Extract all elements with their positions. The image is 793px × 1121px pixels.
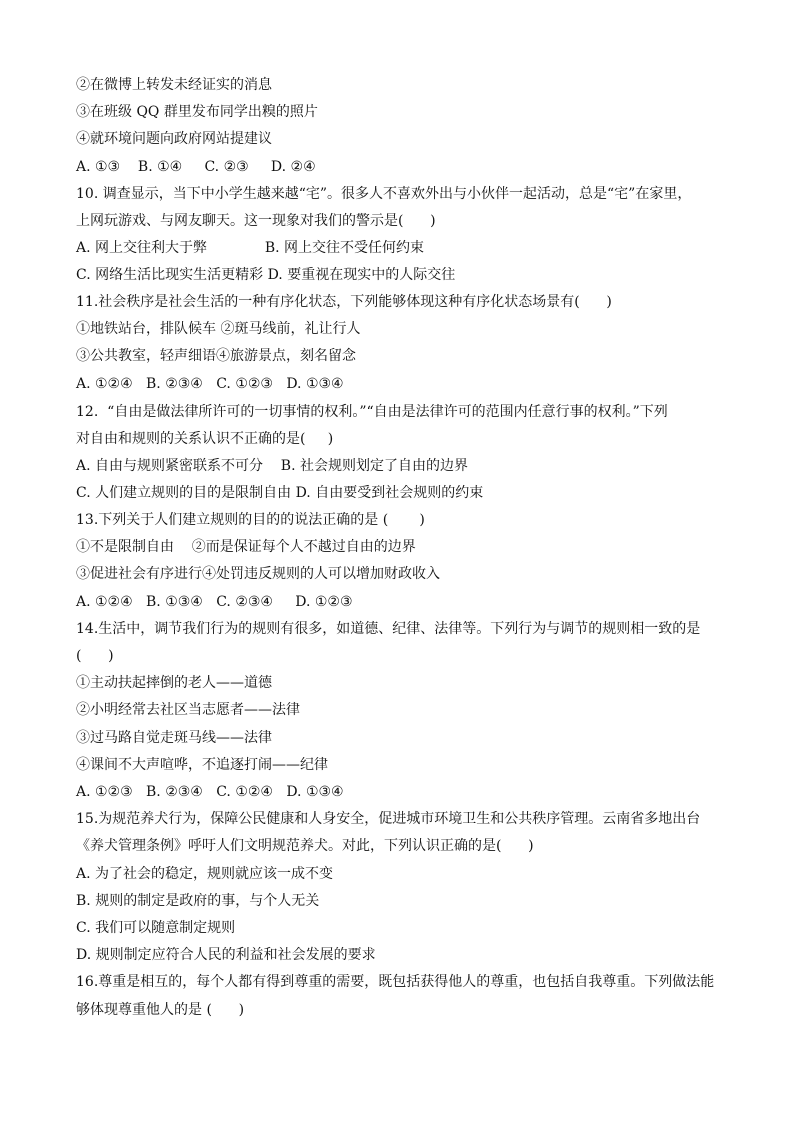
text-line: ①地铁站台，排队候车 ②斑马线前，礼让行人 [76,321,361,337]
text-line: A. 自由与规则紧密联系不可分 B. 社会规则划定了自由的边界 [76,458,468,474]
text-line: ③促进社会有序进行④处罚违反规则的人可以增加财政收入 [76,566,440,582]
text-line: 《养犬管理条例》呼吁人们文明规范养犬。对此，下列认识正确的是( ) [76,838,534,854]
text-line: B. 规则的制定是政府的事，与个人无关 [76,893,320,909]
text-line: C. 人们建立规则的目的是限制自由 D. 自由要受到社会规则的约束 [76,485,484,501]
text-line: 14.生活中，调节我们行为的规则有很多，如道德、纪律、法律等。下列行为与调节的规则相一致的是 [76,621,701,637]
text-line: A. ①③ B. ①④ C. ②③ D. ②④ [76,159,316,175]
text-line: 对自由和规则的关系认识不正确的是( ) [76,431,334,447]
text-line: ④就环境问题向政府网站提建议 [76,131,272,147]
text-line: ③在班级 QQ 群里发布同学出糗的照片 [76,104,318,120]
text-line: ④课间不大声喧哗，不追逐打闹——纪律 [76,757,328,773]
text-line: A. ①②④ B. ①③④ C. ②③④ D. ①②③ [76,594,353,610]
text-line: 16.尊重是相互的，每个人都有得到尊重的需要，既包括获得他人的尊重，也包括自我尊重。下列做法能 [76,974,715,990]
text-line: ( ) [76,648,114,664]
text-line: 11.社会秩序是社会生活的一种有序化状态，下列能够体现这种有序化状态场景有( ) [76,294,612,310]
text-line: A. 网上交往利大于弊 B. 网上交往不受任何约束 [76,240,425,256]
text-line: 15.为规范养犬行为，保障公民健康和人身安全，促进城市环境卫生和公共秩序管理。云南省多地出台 [76,811,701,827]
text-line: A. 为了社会的稳定，规则就应该一成不变 [76,866,334,882]
text-line: 上网玩游戏、与网友聊天。这一现象对我们的警示是( ) [76,213,436,229]
text-line: 12. “自由是做法律所许可的一切事情的权利。”“自由是法律许可的范围内任意行事的权利。”下列 [76,404,668,420]
text-line: C. 网络生活比现实生活更精彩 D. 要重视在现实中的人际交往 [76,267,456,283]
text-line: ②小明经常去社区当志愿者——法律 [76,702,300,718]
text-line: 够体现尊重他人的是 ( ) [76,1002,245,1018]
text-line: A. ①②④ B. ②③④ C. ①②③ D. ①③④ [76,376,344,392]
text-line: 13.下列关于人们建立规则的目的的说法正确的是 ( ) [76,512,425,528]
text-line: A. ①②③ B. ②③④ C. ①②④ D. ①③④ [76,784,344,800]
text-line: ③过马路自觉走斑马线——法律 [76,730,272,746]
text-line: 10. 调查显示，当下中小学生越来越“宅”。很多人不喜欢外出与小伙伴一起活动，总是“宅”在家里， [76,186,692,202]
text-line: ③公共教室，轻声细语④旅游景点，刻名留念 [76,348,356,364]
text-line: ②在微博上转发未经证实的消息 [76,77,272,93]
text-line: ①不是限制自由 ②而是保证每个人不越过自由的边界 [76,539,416,555]
text-line: C. 我们可以随意制定规则 [76,920,236,936]
text-line: ①主动扶起摔倒的老人——道德 [76,675,272,691]
text-line: D. 规则制定应符合人民的利益和社会发展的要求 [76,947,376,963]
